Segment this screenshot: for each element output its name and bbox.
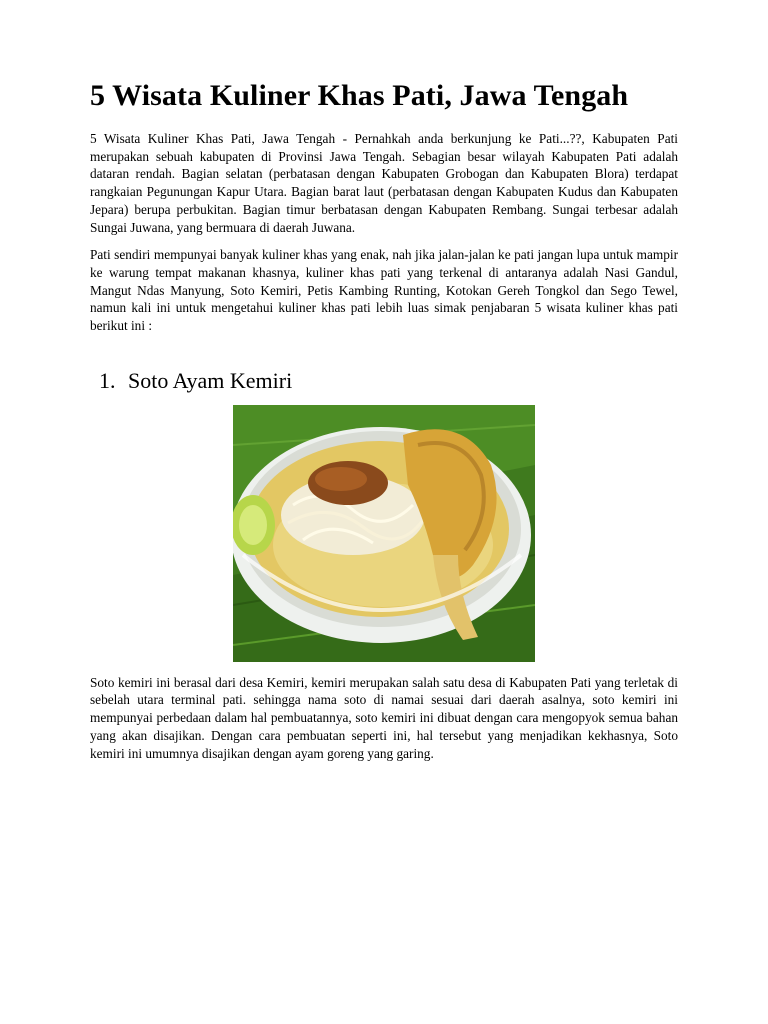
section-title: Soto Ayam Kemiri — [128, 367, 293, 393]
page-title: 5 Wisata Kuliner Khas Pati, Jawa Tengah — [90, 79, 629, 112]
section-paragraph: Soto kemiri ini berasal dari desa Kemiri, kemiri merupakan salah satu desa di Kabupaten Pati yang terletak di sebelah utara terminal pati. sehingga nama soto di namai sesuai dari daerah asalnya, soto kemiri ini mempunyai perbedaan dalam hal pembuatannya, soto kemiri ini dibuat dengan cara mengopyok semua bahan yang akan disajikan. Dengan cara pembuatan seperti ini, hal tersebut yang menjadikan kekhasnya, Soto kemiri ini umumnya disajikan dengan ayam goreng yang garing. — [90, 674, 678, 761]
document-page — [90, 78, 678, 772]
section-heading — [99, 367, 678, 395]
intro-paragraph: 5 Wisata Kuliner Khas Pati, Jawa Tengah - Pernahkah anda berkunjung ke Pati...??, Kabupaten Pati merupakan sebuah kabupaten di Provinsi Jawa Tengah. Sebagian besar wilayah Kabupaten Pati adalah dataran rendah. Bagian selatan (perbatasan dengan Kabupaten Grobogan dan Kabupaten Blora) terdapat rangkaian Pegunungan Kapur Utara. Bagian barat laut (perbatasan dengan Kabupaten Kudus dan Kabupaten Jepara) berupa perbukitan. Bagian timur berbatasan dengan Kabupaten Rembang. Sungai terbesar adalah Sungai Juwana, yang bermuara di daerah Juwana. — [90, 131, 678, 235]
second-paragraph: Pati sendiri mempunyai banyak kuliner khas yang enak, nah jika jalan-jalan ke pati jangan lupa untuk mampir ke warung tempat makanan khasnya, kuliner khas pati yang terkenal di antaranya adalah Nasi Gandul, Mangut Ndas Manyung, Soto Kemiri, Petis Kambing Runting, Kotokan Gereh Tongkol dan Sego Tewel, namun kali ini untuk mengetahui kuliner khas pati lebih luas simak penjabaran 5 wisata kuliner khas pati berikut ini : — [90, 247, 678, 334]
soto-ayam-kemiri-photo — [233, 405, 535, 662]
section-number: 1. — [99, 367, 116, 393]
